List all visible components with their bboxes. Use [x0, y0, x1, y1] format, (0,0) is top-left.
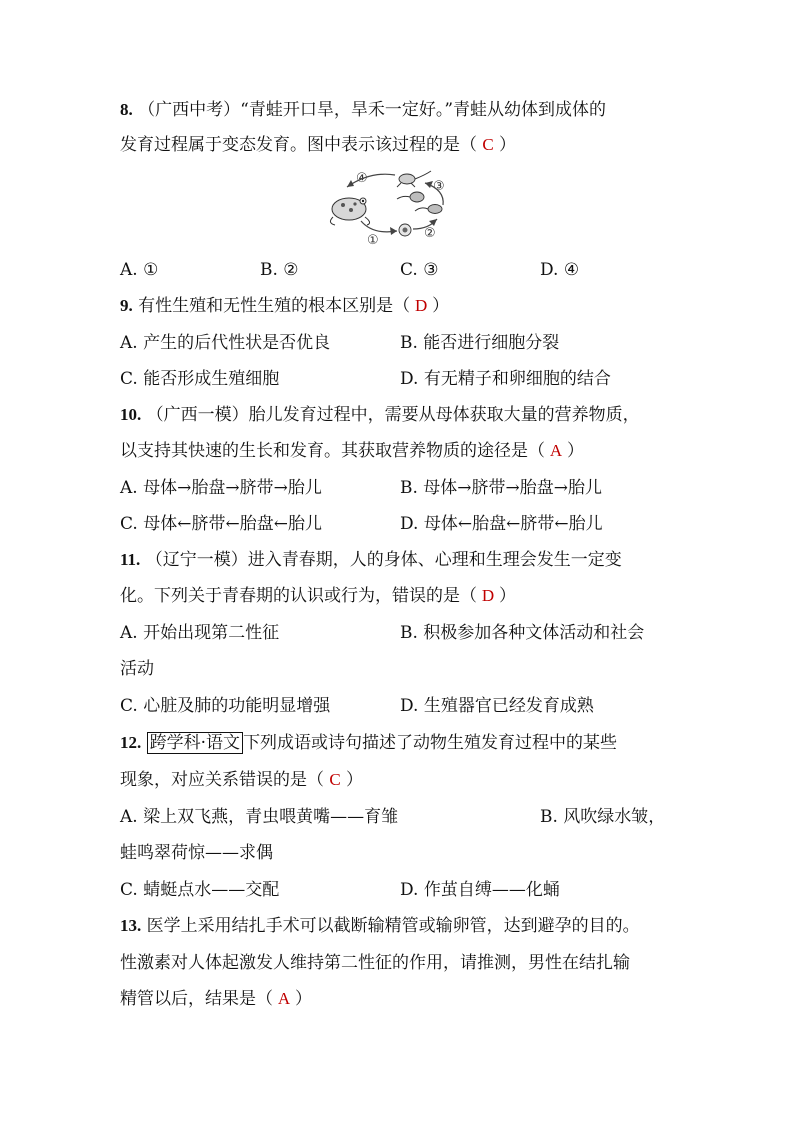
- q11-line2: [120, 584, 516, 608]
- q12-option-b-cont: 蛙鸣翠荷惊——求偶: [120, 843, 273, 863]
- q10-option-d: D. 母体←胎盘←脐带←胎儿: [400, 514, 603, 534]
- tadpole-icon: [415, 205, 442, 214]
- q11-option-c: C. 心脏及肺的功能明显增强: [120, 696, 331, 716]
- q10-option-a: A. 母体→胎盘→脐带→胎儿: [120, 478, 322, 498]
- q13-text-line2: 性激素对人体起激发人维持第二性征的作用，请推测，男性在结扎输: [120, 953, 630, 973]
- q9-option-c: C. 能否形成生殖细胞: [120, 369, 280, 389]
- q11-text-line1: （辽宁一模）进入青春期，人的身体、心理和生理会发生一定变: [145, 550, 622, 570]
- q11-answer: D: [481, 586, 495, 605]
- q11-option-b: B. 积极参加各种文体活动和社会: [400, 623, 645, 643]
- q8-line2: [120, 133, 516, 157]
- tadpole-legs-icon: [397, 192, 424, 202]
- q13-number: 13.: [120, 916, 142, 935]
- q11-number: 11.: [120, 550, 141, 569]
- q8-answer: C: [482, 135, 494, 154]
- q12-option-d: D. 作茧自缚——化蛹: [400, 880, 560, 900]
- figure-label-1: ①: [367, 233, 379, 247]
- q9-option-a: A. 产生的后代性状是否优良: [120, 333, 331, 353]
- q10-answer: A: [549, 441, 563, 460]
- q12-number: 12.: [120, 733, 142, 752]
- q10-close: ）: [567, 441, 584, 461]
- q8-close: ）: [499, 135, 516, 155]
- arrow-4: [347, 174, 395, 187]
- q13-line1: [120, 914, 640, 938]
- q11-option-b-cont: 活动: [120, 659, 154, 679]
- q10-text-line1: （广西一模）胎儿发育过程中，需要从母体获取大量的营养物质，: [146, 405, 640, 425]
- q10-line2: [120, 439, 584, 463]
- figure-label-4: ④: [356, 171, 368, 186]
- q12-option-c: C. 蜻蜓点水——交配: [120, 880, 280, 900]
- q13-close: ）: [295, 989, 312, 1009]
- q12-line2: [120, 768, 363, 792]
- q9-option-d: D. 有无精子和卵细胞的结合: [400, 369, 611, 389]
- figure-label-2: ②: [424, 226, 436, 241]
- q11-close: ）: [499, 586, 516, 606]
- q11-option-d: D. 生殖器官已经发育成熟: [400, 696, 594, 716]
- q8-line1: [120, 98, 606, 122]
- q10-text-line2: 以支持其快速的生长和发育。其获取营养物质的途径是（: [120, 441, 545, 461]
- q12-option-a: A. 梁上双飞燕，青虫喂黄嘴——育雏: [120, 807, 399, 827]
- q9-answer: D: [415, 296, 428, 315]
- q8-number: 8.: [120, 100, 133, 119]
- q12-line1: [120, 731, 617, 755]
- adult-frog-icon: [330, 198, 369, 225]
- q8-option-c: C. ③: [400, 260, 439, 280]
- q11-option-a: A. 开始出现第二性征: [120, 623, 280, 643]
- q13-answer: A: [277, 989, 291, 1008]
- q10-line1: [120, 403, 640, 427]
- q8-option-a: A. ①: [120, 260, 159, 280]
- q9-stem: 有性生殖和无性生殖的根本区别是（: [138, 296, 411, 316]
- q13-line2: [120, 951, 630, 975]
- q9-option-b: B. 能否进行细胞分裂: [400, 333, 560, 353]
- q12-text-line1: 下列成语或诗句描述了动物生殖发育过程中的某些: [243, 733, 618, 753]
- q10-option-b: B. 母体→脐带→胎盘→胎儿: [400, 478, 603, 498]
- froglet-icon: [397, 171, 431, 187]
- q9-number: 9.: [120, 296, 133, 315]
- q13-text-line1: 医学上采用结扎手术可以截断输精管或输卵管，达到避孕的目的。: [146, 916, 640, 936]
- q10-number: 10.: [120, 405, 142, 424]
- q13-line3: [120, 987, 312, 1011]
- q13-text-line3: 精管以后，结果是（: [120, 989, 273, 1009]
- frog-egg-icon: [399, 224, 411, 236]
- q12-tag-box: 跨学科·语文: [147, 732, 243, 754]
- frog-life-cycle-figure: [325, 165, 465, 247]
- q11-line1: [120, 548, 622, 572]
- q10-option-c: C. 母体←脐带←胎盘←胎儿: [120, 514, 322, 534]
- figure-label-3: ③: [433, 179, 445, 194]
- q8-option-d: D. ④: [540, 260, 580, 280]
- q8-option-b: B. ②: [260, 260, 299, 280]
- q9-close: ）: [432, 296, 450, 316]
- q11-text-line2: 化。下列关于青春期的认识或行为，错误的是（: [120, 586, 477, 606]
- q12-option-b: B. 风吹绿水皱，: [540, 807, 666, 827]
- q12-close: ）: [346, 770, 363, 790]
- q9-line1: [120, 294, 449, 318]
- q12-answer: C: [329, 770, 341, 789]
- q8-text-line1: （广西中考）“青蛙开口旱，旱禾一定好。”青蛙从幼体到成体的: [138, 100, 607, 120]
- q12-text-line2: 现象，对应关系错误的是（: [120, 770, 324, 790]
- q8-text-line2: 发育过程属于变态发育。图中表示该过程的是（: [120, 135, 477, 155]
